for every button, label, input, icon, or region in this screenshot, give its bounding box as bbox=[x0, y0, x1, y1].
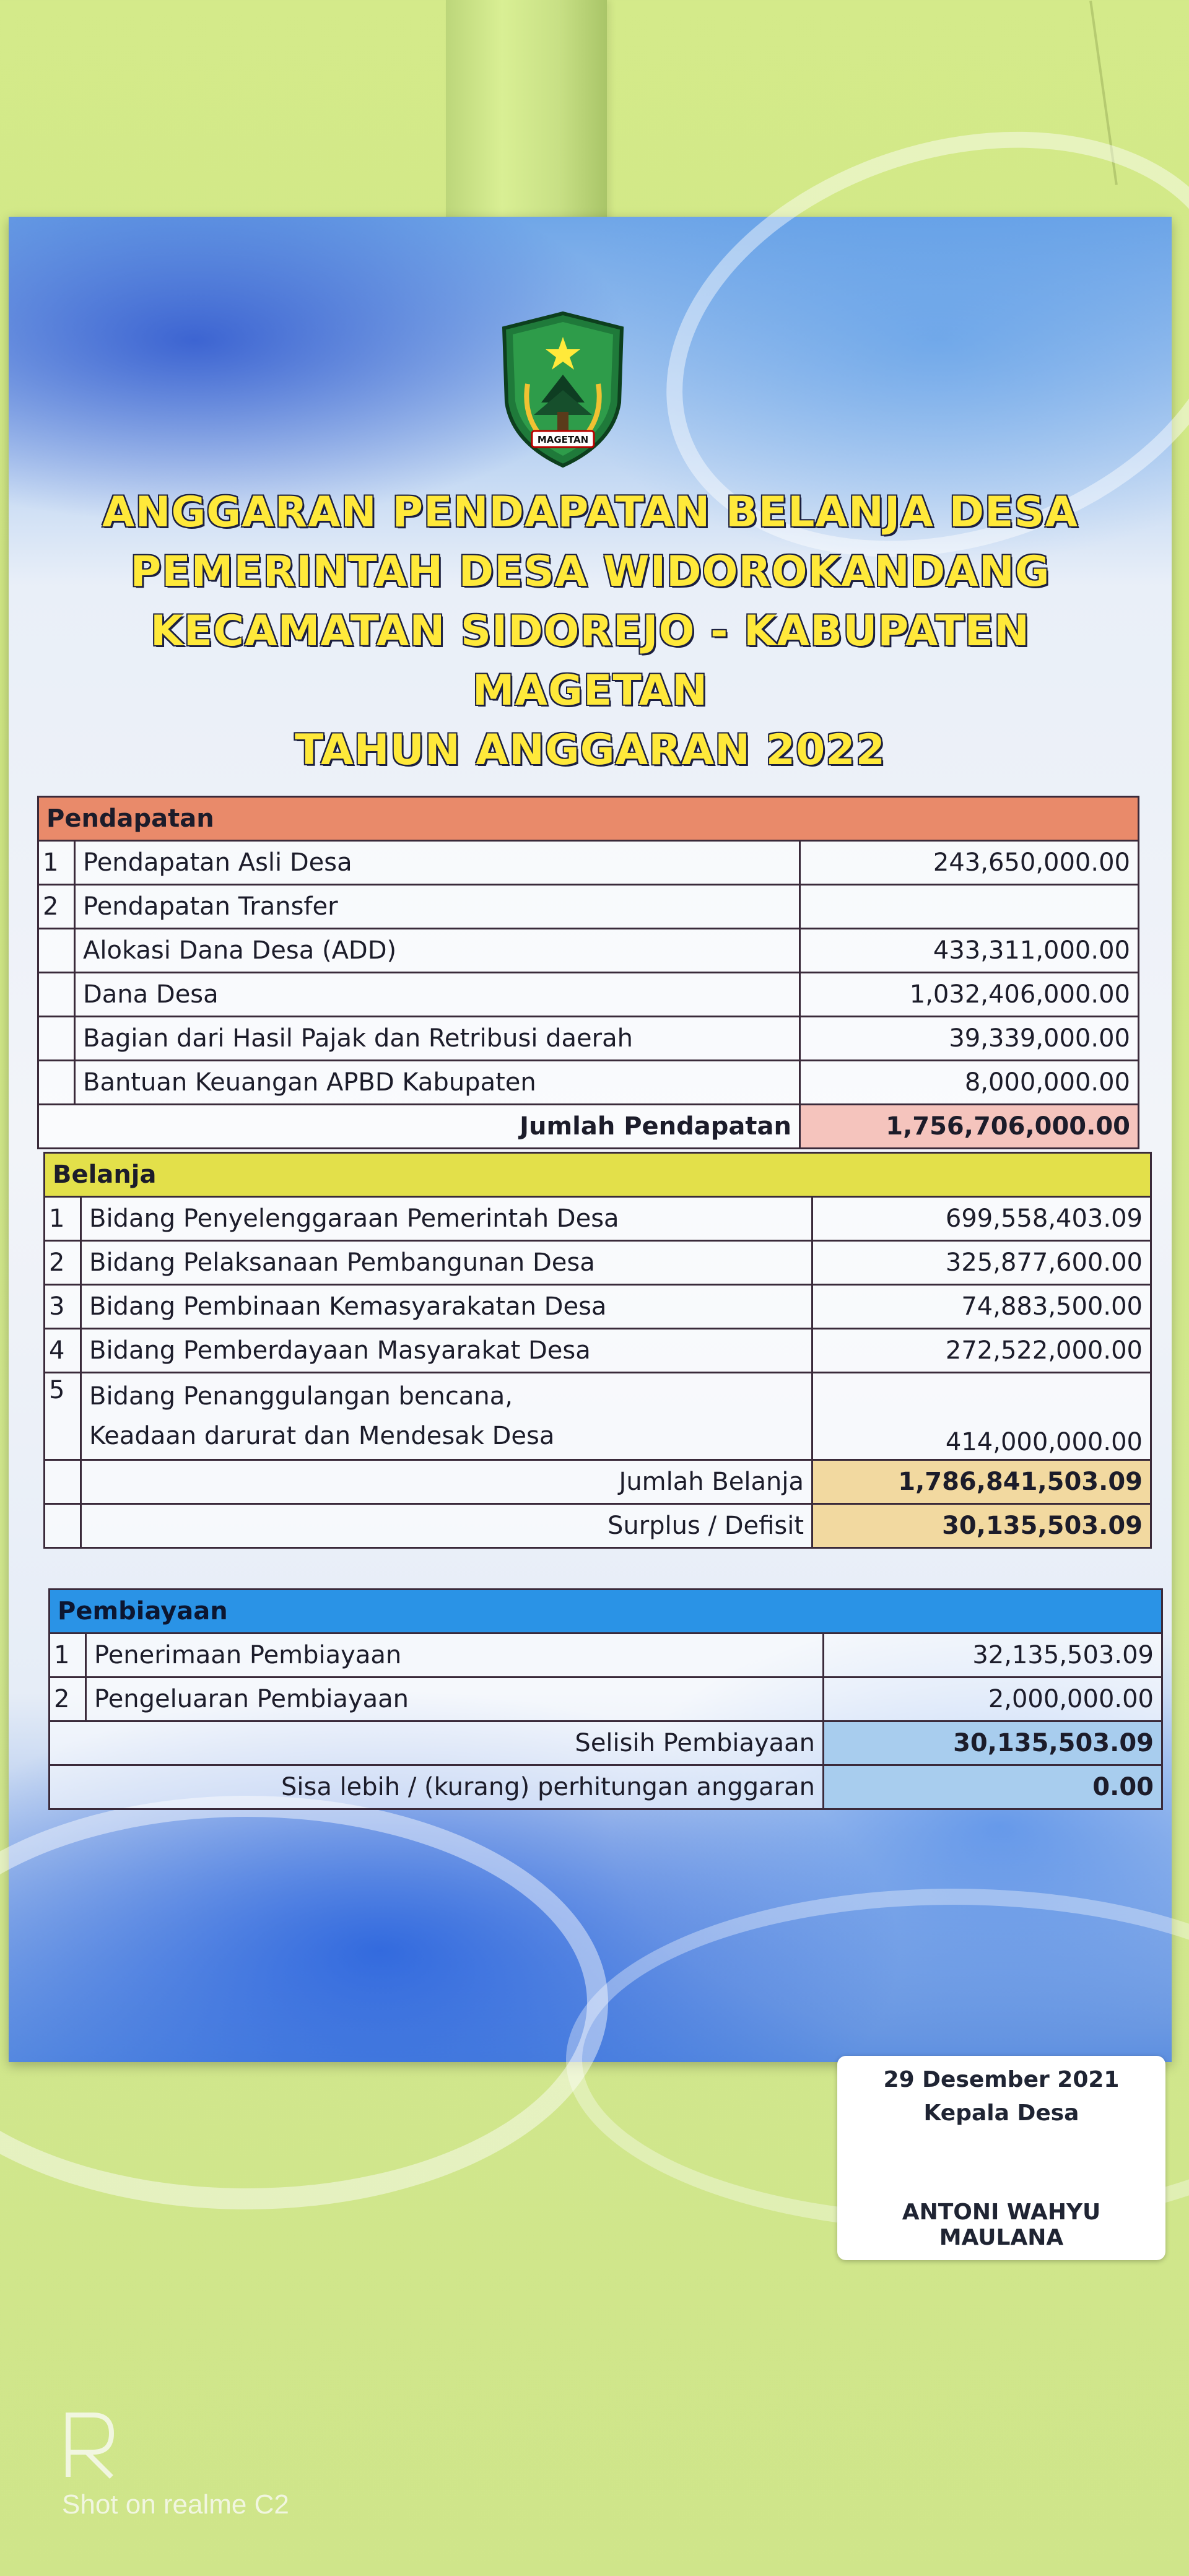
row-amount: 74,883,500.00 bbox=[812, 1285, 1151, 1329]
total-amount: 1,786,841,503.09 bbox=[812, 1460, 1151, 1504]
row-label: Bantuan Keuangan APBD Kabupaten bbox=[75, 1061, 800, 1105]
row-label: Bidang Penyelenggaraan Pemerintah Desa bbox=[81, 1197, 812, 1241]
title-line-4: TAHUN ANGGARAN 2022 bbox=[294, 726, 886, 775]
pendapatan-header: Pendapatan bbox=[38, 797, 1139, 841]
row-label-line-1: Bidang Penanggulangan bencana, bbox=[89, 1382, 513, 1411]
table-row bbox=[45, 1197, 1151, 1241]
total-amount: 1,756,706,000.00 bbox=[800, 1105, 1139, 1149]
row-number: 1 bbox=[45, 1197, 81, 1241]
pendapatan-total-row bbox=[38, 1105, 1139, 1149]
row-label: Pengeluaran Pembiayaan bbox=[86, 1677, 824, 1721]
row-number: 2 bbox=[45, 1241, 81, 1285]
row-label: Pendapatan Transfer bbox=[75, 885, 800, 929]
row-label: Bidang Pembinaan Kemasyarakatan Desa bbox=[81, 1285, 812, 1329]
pembiayaan-table bbox=[48, 1588, 1163, 1810]
belanja-header: Belanja bbox=[45, 1153, 1151, 1197]
title-line-3: KECAMATAN SIDOREJO - KABUPATEN MAGETAN bbox=[150, 607, 1030, 715]
empty-cell bbox=[45, 1460, 81, 1504]
belanja-table bbox=[43, 1152, 1152, 1549]
pembiayaan-header: Pembiayaan bbox=[50, 1590, 1162, 1634]
row-label: Penerimaan Pembiayaan bbox=[86, 1634, 824, 1677]
row-amount: 1,032,406,000.00 bbox=[800, 973, 1139, 1017]
budget-banner bbox=[9, 217, 1172, 2250]
decorative-swoosh bbox=[0, 1796, 608, 2209]
row-amount: 699,558,403.09 bbox=[812, 1197, 1151, 1241]
row-amount: 8,000,000.00 bbox=[800, 1061, 1139, 1105]
row-number: 4 bbox=[45, 1329, 81, 1373]
row-amount: 433,311,000.00 bbox=[800, 929, 1139, 973]
row-number bbox=[38, 1061, 75, 1105]
magetan-regency-emblem-icon bbox=[498, 310, 628, 471]
pembiayaan-header-row bbox=[50, 1590, 1162, 1634]
pendapatan-table bbox=[37, 796, 1139, 1149]
row-label: Alokasi Dana Desa (ADD) bbox=[75, 929, 800, 973]
sisa-amount: 0.00 bbox=[824, 1765, 1162, 1809]
table-row bbox=[45, 1241, 1151, 1285]
table-row bbox=[38, 841, 1139, 885]
table-row bbox=[38, 1061, 1139, 1105]
selisih-row bbox=[50, 1721, 1162, 1765]
table-row bbox=[38, 973, 1139, 1017]
surplus-row bbox=[45, 1504, 1151, 1548]
row-number bbox=[38, 973, 75, 1017]
table-row bbox=[38, 885, 1139, 929]
row-number bbox=[38, 929, 75, 973]
table-row bbox=[38, 1017, 1139, 1061]
table-row bbox=[45, 1373, 1151, 1460]
row-amount: 39,339,000.00 bbox=[800, 1017, 1139, 1061]
row-label: Bagian dari Hasil Pajak dan Retribusi daerah bbox=[75, 1017, 800, 1061]
row-amount: 272,522,000.00 bbox=[812, 1329, 1151, 1373]
surplus-amount: 30,135,503.09 bbox=[812, 1504, 1151, 1548]
row-amount: 414,000,000.00 bbox=[812, 1373, 1151, 1460]
row-number bbox=[38, 1017, 75, 1061]
title-line-1: ANGGARAN PENDAPATAN BELANJA DESA bbox=[102, 488, 1079, 537]
signature-box bbox=[837, 2056, 1165, 2260]
row-label: Bidang Pemberdayaan Masyarakat Desa bbox=[81, 1329, 812, 1373]
row-number: 1 bbox=[50, 1634, 86, 1677]
sisa-row bbox=[50, 1765, 1162, 1809]
row-amount: 325,877,600.00 bbox=[812, 1241, 1151, 1285]
row-label: Bidang Pelaksanaan Pembangunan Desa bbox=[81, 1241, 812, 1285]
belanja-total-row bbox=[45, 1460, 1151, 1504]
row-number: 3 bbox=[45, 1285, 81, 1329]
title-line-2: PEMERINTAH DESA WIDOROKANDANG bbox=[130, 547, 1050, 596]
banner-title bbox=[33, 483, 1147, 780]
signature-name: ANTONI WAHYU MAULANA bbox=[902, 2200, 1101, 2250]
row-amount: 243,650,000.00 bbox=[800, 841, 1139, 885]
total-label: Jumlah Belanja bbox=[81, 1460, 812, 1504]
row-number: 2 bbox=[50, 1677, 86, 1721]
row-label-line-2: Keadaan darurat dan Mendesak Desa bbox=[89, 1422, 555, 1450]
camera-watermark: Shot on realme C2 bbox=[62, 2489, 289, 2520]
table-row bbox=[50, 1677, 1162, 1721]
selisih-amount: 30,135,503.09 bbox=[824, 1721, 1162, 1765]
selisih-label: Selisih Pembiayaan bbox=[50, 1721, 824, 1765]
belanja-header-row bbox=[45, 1153, 1151, 1197]
row-label: Pendapatan Asli Desa bbox=[75, 841, 800, 885]
row-number: 1 bbox=[38, 841, 75, 885]
row-label: Dana Desa bbox=[75, 973, 800, 1017]
pendapatan-header-row bbox=[38, 797, 1139, 841]
row-number: 5 bbox=[45, 1373, 81, 1460]
total-label: Jumlah Pendapatan bbox=[38, 1105, 800, 1149]
table-row bbox=[50, 1634, 1162, 1677]
signature-role: Kepala Desa bbox=[923, 2100, 1079, 2126]
row-amount: 32,135,503.09 bbox=[824, 1634, 1162, 1677]
empty-cell bbox=[45, 1504, 81, 1548]
table-row bbox=[45, 1285, 1151, 1329]
table-row bbox=[45, 1329, 1151, 1373]
table-row bbox=[38, 929, 1139, 973]
emblem-label: MAGETAN bbox=[537, 434, 589, 445]
surplus-label: Surplus / Defisit bbox=[81, 1504, 812, 1548]
row-amount: 2,000,000.00 bbox=[824, 1677, 1162, 1721]
row-amount bbox=[800, 885, 1139, 929]
realme-r-logo-icon bbox=[62, 2409, 118, 2483]
row-label bbox=[81, 1373, 812, 1460]
row-number: 2 bbox=[38, 885, 75, 929]
sisa-label: Sisa lebih / (kurang) perhitungan anggaran bbox=[50, 1765, 824, 1809]
signature-date: 29 Desember 2021 bbox=[883, 2067, 1120, 2092]
